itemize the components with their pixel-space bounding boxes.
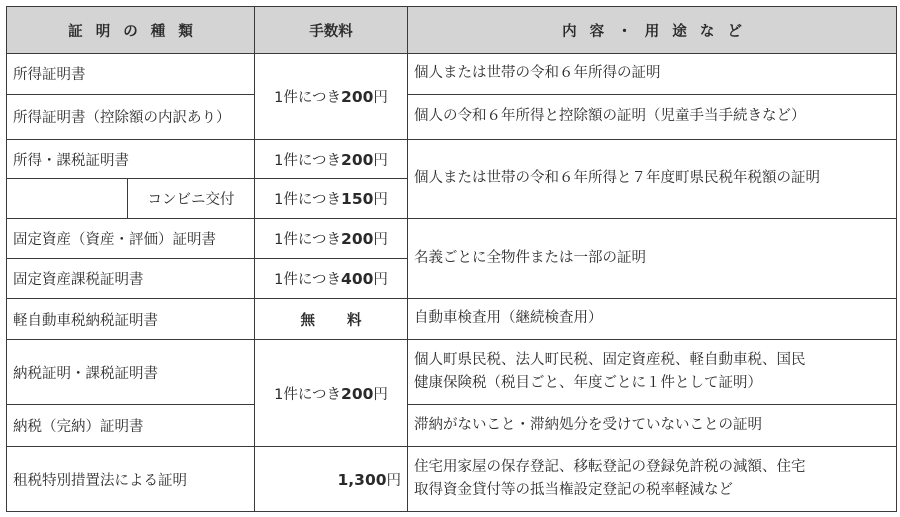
row-name: 納税証明・課税証明書 — [7, 340, 255, 405]
header-content-usage: 内容・用途など — [408, 7, 897, 54]
row-fee: 1件につき200円 — [255, 139, 408, 179]
row-fee: 1件につき200円 — [255, 219, 408, 259]
row-usage-line: 健康保険税（税目ごと、年度ごとに１件として証明） — [414, 375, 763, 392]
row-fee: 1件につき400円 — [255, 258, 408, 298]
row-usage-line: 個人町県民税、法人町民税、固定資産税、軽自動車税、国民 — [414, 352, 806, 369]
row-indent-spacer — [7, 179, 128, 219]
row-name-sub: コンビニ交付 — [128, 179, 255, 219]
row-usage: 名義ごとに全物件または一部の証明 — [408, 219, 897, 298]
header-fee: 手数料 — [255, 7, 408, 54]
row-name: 軽自動車税納税証明書 — [7, 298, 255, 340]
table-row — [7, 54, 897, 95]
row-usage-line: 住宅用家屋の保存登記、移転登記の登録免許税の減額、住宅 — [414, 458, 806, 475]
row-fee: 1,300円 — [255, 447, 408, 512]
row-name: 租税特別措置法による証明 — [7, 447, 255, 512]
row-name: 所得・課税証明書 — [7, 139, 255, 179]
row-fee: 1件につき200円 — [255, 340, 408, 447]
row-fee: 1件につき150円 — [255, 179, 408, 219]
row-usage — [408, 340, 897, 405]
table-row — [7, 219, 897, 259]
row-name: 固定資産課税証明書 — [7, 258, 255, 298]
row-name: 固定資産（資産・評価）証明書 — [7, 219, 255, 259]
row-usage: 個人の令和６年所得と控除額の証明（児童手当手続きなど） — [408, 94, 897, 139]
table-row — [7, 298, 897, 340]
row-usage-line: 取得資金貸付等の抵当権設定登記の税率軽減など — [414, 482, 734, 499]
row-name: 納税（完納）証明書 — [7, 405, 255, 447]
row-usage: 個人または世帯の令和６年所得の証明 — [408, 54, 897, 95]
table-row — [7, 340, 897, 405]
row-name: 所得証明書（控除額の内訳あり） — [7, 94, 255, 139]
row-usage: 滞納がないこと・滞納処分を受けていないことの証明 — [408, 405, 897, 447]
row-fee: 1件につき200円 — [255, 54, 408, 140]
table-row — [7, 447, 897, 512]
table-row — [7, 405, 897, 447]
header-certificate-type: 証明の種類 — [7, 7, 255, 54]
row-usage: 自動車検査用（継続検査用） — [408, 298, 897, 340]
table-row — [7, 139, 897, 179]
row-usage — [408, 447, 897, 512]
table-header-row — [7, 7, 897, 54]
table-row — [7, 94, 897, 139]
row-name: 所得証明書 — [7, 54, 255, 95]
row-usage: 個人または世帯の令和６年所得と７年度町県民税年税額の証明 — [408, 139, 897, 218]
row-fee-free: 無料 — [255, 298, 408, 340]
fee-table — [6, 6, 897, 512]
